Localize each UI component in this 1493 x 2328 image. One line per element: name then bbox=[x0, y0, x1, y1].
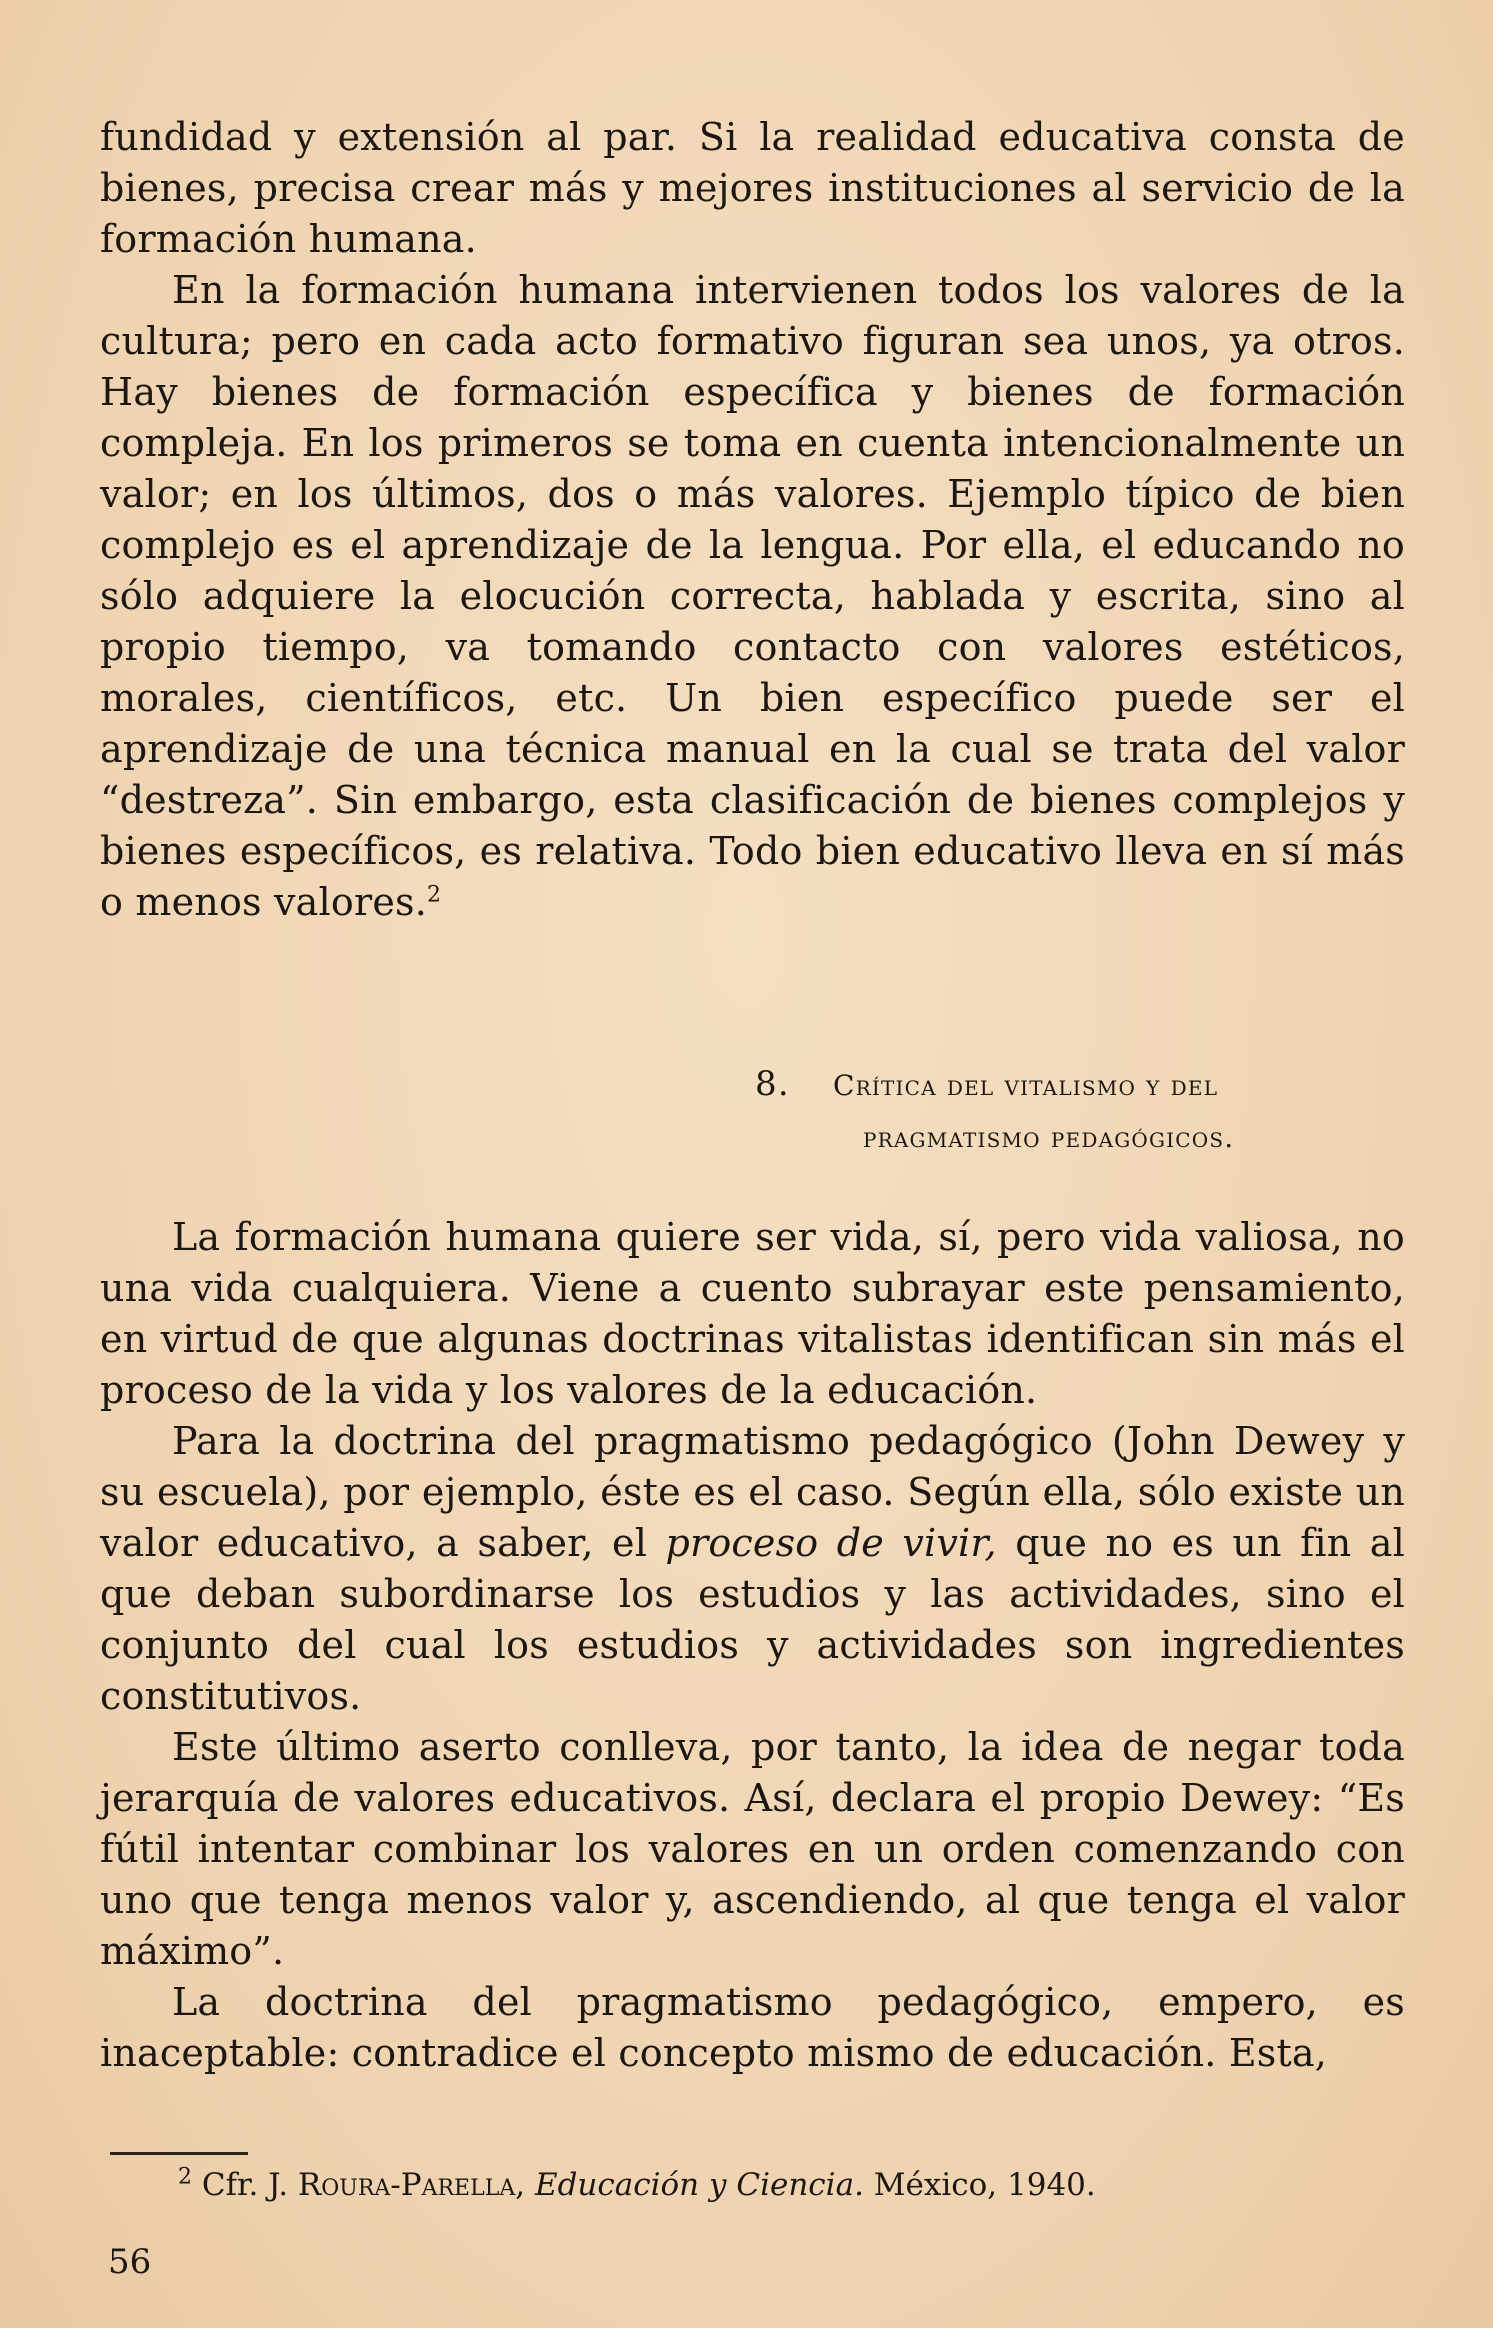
paragraph-text: En la formación humana intervienen todos los valores de la cultura; pero en cada acto formativo figuran sea unos, ya otros. Hay bienes de formación específica y bienes de formación compleja. En los primeros se toma en cuenta intencionalmente un valor; en los últimos, dos o más valores. Ejemplo típico de bien complejo es el aprendizaje de la lengua. Por ella, el educando no sólo adquiere la elocución correcta, hablada y escrita, sino al propio tiempo, va tomando contacto con valores estéticos, morales, científicos, etc. Un bien específico puede ser el aprendizaje de una técnica manual en la cual se trata del valor “destreza”. Sin embargo, esta clasificación de bienes complejos y bienes específicos, es relativa. Todo bien educativo lleva en sí más o menos valores. bbox=[100, 268, 1405, 924]
paragraph-dewey bbox=[100, 1416, 1405, 1722]
paragraph-text: Para la doctrina del pragmatismo pedagógico (John Dewey y su escuela), por ejemplo, éste es el caso. Según ella, sólo existe un valor educativo, a saber, el bbox=[100, 1419, 1405, 1565]
top-text-block bbox=[100, 112, 1405, 928]
paragraph-text: que no es un fin al que deban subordinarse los estudios y las actividades, sino el conjunto del cual los estudios y actividades son ingredientes constitutivos. bbox=[100, 1521, 1405, 1718]
paragraph-continuation bbox=[100, 112, 1405, 265]
paragraph-critique bbox=[100, 1977, 1405, 2079]
paragraph-text: fundidad y extensión al par. Si la realidad educativa consta de bienes, precisa crear más y mejores instituciones al servicio de la formación humana. bbox=[100, 115, 1405, 261]
section-heading-line1 bbox=[755, 1058, 1415, 1112]
footnote-divider bbox=[110, 2152, 248, 2155]
footnote-reference: 2 bbox=[427, 882, 442, 908]
footnote-suffix: México, 1940. bbox=[863, 2167, 1096, 2203]
footnote bbox=[178, 2163, 1278, 2207]
section-title-line1: Crítica del vitalismo y del bbox=[833, 1069, 1219, 1102]
footnote-prefix: Cfr. J. bbox=[201, 2167, 298, 2203]
footnote-author: Roura-Parella, bbox=[297, 2167, 526, 2203]
paragraph-text: Este último aserto conlleva, por tanto, la idea de negar toda jerarquía de valores educativos. Así, declara el propio Dewey: “Es fútil intentar combinar los valores en un orden comenzando con uno que tenga menos valor y, ascendiendo, al que tenga el valor máximo”. bbox=[100, 1725, 1405, 1973]
footnote-mark: 2 bbox=[178, 2164, 192, 2190]
emphasis-text: proceso de vivir, bbox=[665, 1521, 997, 1565]
section-number: 8. bbox=[755, 1064, 790, 1104]
paragraph-hierarchy bbox=[100, 1722, 1405, 1977]
bottom-text-block bbox=[100, 1212, 1405, 2079]
paragraph-vitalism bbox=[100, 1212, 1405, 1416]
page-number: 56 bbox=[108, 2242, 152, 2282]
section-heading bbox=[755, 1058, 1415, 1164]
footnote-title: Educación y Ciencia. bbox=[534, 2167, 864, 2203]
paragraph-values bbox=[100, 265, 1405, 928]
section-title-line2: pragmatismo pedagógicos. bbox=[863, 1121, 1235, 1154]
paragraph-text: La doctrina del pragmatismo pedagógico, empero, es inaceptable: contradice el concepto mismo de educación. Esta, bbox=[100, 1980, 1405, 2075]
paragraph-text: La formación humana quiere ser vida, sí, pero vida valiosa, no una vida cualquiera. Viene a cuento subrayar este pensamiento, en virtud de que algunas doctrinas vitalistas identifican sin más el proceso de la vida y los valores de la educación. bbox=[100, 1215, 1405, 1412]
